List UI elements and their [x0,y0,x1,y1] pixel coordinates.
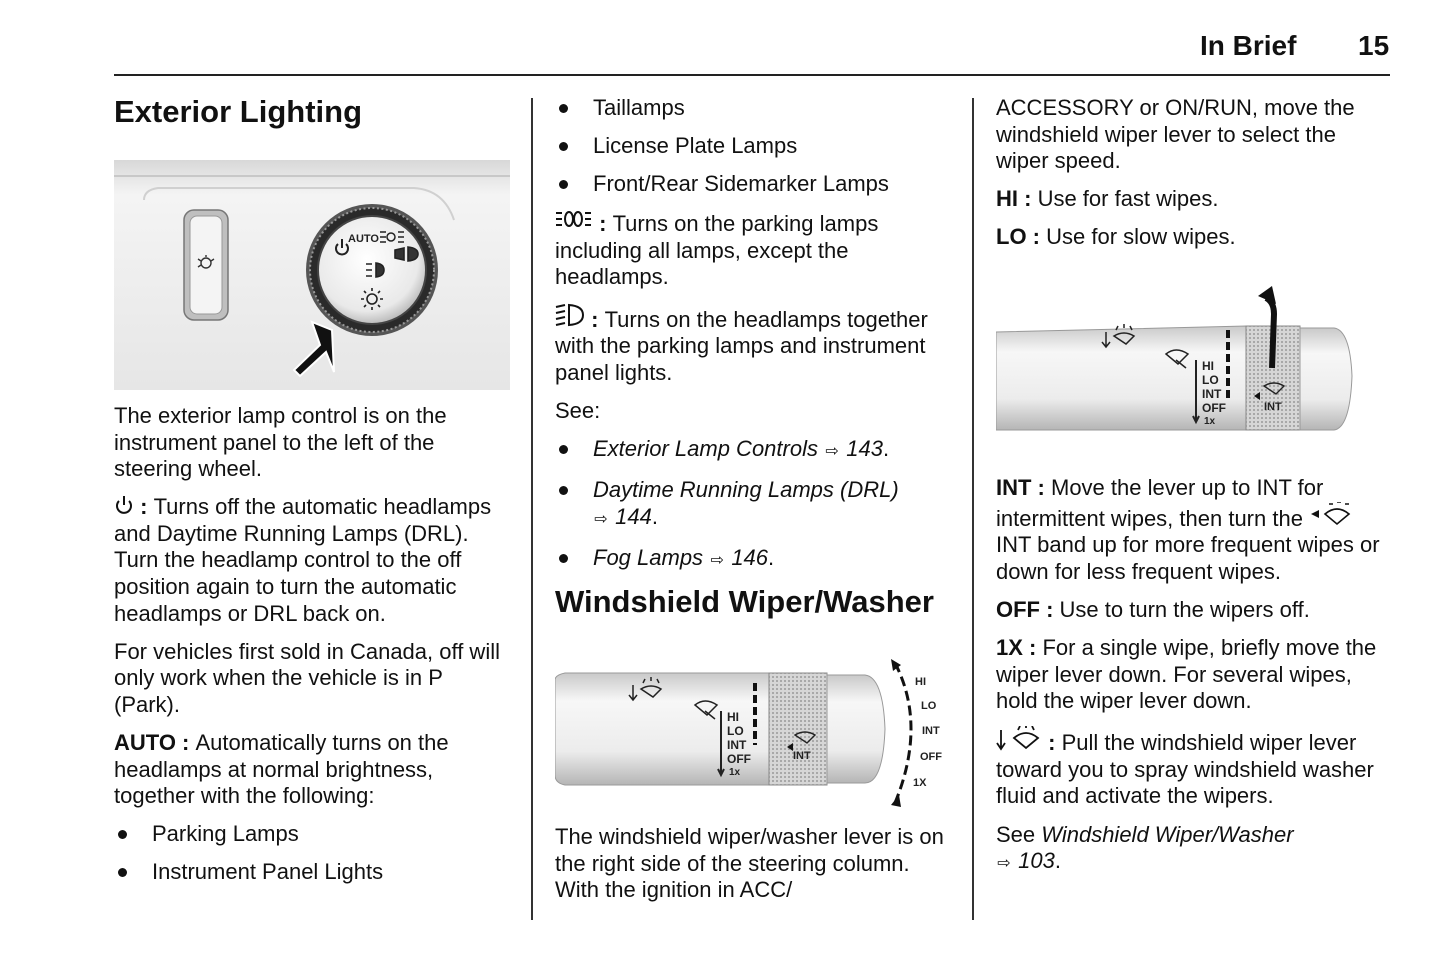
lever-label-off: OFF [727,752,751,766]
scale-label-1x: 1X [913,777,927,789]
page-ref-icon: ⇨ [710,551,724,569]
lever-label-off: OFF [1202,401,1226,415]
list-item: Taillamps [555,95,955,122]
list-item: Instrument Panel Lights [114,859,514,886]
page-ref-icon: ⇨ [825,442,839,460]
lever-label-1x: 1x [1204,416,1216,427]
wiper-lever-figure [555,655,955,810]
parking-lamp-icon [555,209,593,233]
paragraph-headlamps: : Turns on the headlamps together with the parking lamps and instrument panel lights. [555,303,955,387]
lever-label-lo: LO [727,724,744,738]
paragraph-int: INT : Move the lever up to INT for intermittent wipes, then turn the INT band up for more frequent wipes or down for less frequent wipes. [996,475,1380,584]
column-divider-1 [531,98,533,920]
paragraph-hi: HI : Use for fast wipes. [996,186,1219,212]
scale-label-int: INT [922,725,940,737]
power-off-icon [114,494,134,516]
paragraph-canada: For vehicles first sold in Canada, off will only work when the vehicle is in P (Park). [114,638,500,717]
list-item: License Plate Lamps [555,133,955,160]
scale-label-off: OFF [920,751,942,763]
reference-item[interactable]: Exterior Lamp Controls ⇨ 143. [555,436,955,466]
page-ref-icon: ⇨ [594,510,608,528]
paragraph-lever-location: The windshield wiper/washer lever is on the right side of the steering column. With the ignition in ACC/ [555,824,944,903]
int-band-label: INT [1264,401,1282,413]
paragraph-auto: AUTO : Automatically turns on the headlamps at normal brightness, together with the following: [114,730,449,809]
headlamp-control-figure [114,160,510,390]
paragraph-off: OFF : Use to turn the wipers off. [996,596,1310,622]
running-header-title: In Brief [1200,30,1297,61]
paragraph-see-wiper[interactable]: See Windshield Wiper/Washer ⇨ 103. [996,822,1392,878]
column-divider-2 [972,98,974,920]
washer-pull-icon [996,726,1042,752]
header-rule [114,74,1390,76]
paragraph-lo: LO : Use for slow wipes. [996,224,1236,250]
page-ref-icon: ⇨ [997,855,1011,873]
paragraph-off: : Turns off the automatic headlamps and Daytime Running Lamps (DRL). Turn the headlamp control to the off position again to turn the automatic headlamps or DRL back on. [114,494,492,626]
paragraph-washer: : Pull the windshield wiper lever toward you to spray windshield washer fluid and activate the wipers. [996,726,1392,810]
int-band-symbol-icon [1309,502,1353,528]
lever-label-1x: 1x [729,767,741,778]
reference-item[interactable]: Fog Lamps ⇨ 146. [555,545,955,575]
int-band-label: INT [793,750,811,762]
lever-label-hi: HI [1202,359,1214,373]
list-item: Parking Lamps [114,821,514,848]
paragraph-ignition-cont: ACCESSORY or ON/RUN, move the windshield wiper lever to select the wiper speed. [996,95,1355,174]
scale-label-hi: HI [915,676,926,688]
list-item: Front/Rear Sidemarker Lamps [555,171,955,198]
lever-label-lo: LO [1202,373,1219,387]
page-number: 15 [1358,30,1390,61]
headlamp-icon [555,303,585,329]
lever-label-int: INT [1202,387,1222,401]
paragraph-1x: 1X : For a single wipe, briefly move the wiper lever down. For several wipes, hold the wiper lever down. [996,634,1377,714]
section-heading-wiper-washer: Windshield Wiper/Washer [555,584,934,619]
scale-label-lo: LO [921,700,937,712]
lever-label-int: INT [727,738,747,752]
section-heading-exterior-lighting: Exterior Lighting [114,94,362,129]
lever-label-hi: HI [727,710,739,724]
reference-item[interactable]: Daytime Running Lamps (DRL) ⇨ 144. [555,477,955,533]
paragraph-see: See: [555,397,601,423]
wiper-int-band-figure [996,284,1356,434]
knob-auto-label: AUTO [348,233,379,245]
paragraph-parking-lamps: : Turns on the parking lamps including all lamps, except the headlamps. [555,211,879,290]
paragraph-lamp-location: The exterior lamp control is on the instrument panel to the left of the steering wheel. [114,403,447,482]
